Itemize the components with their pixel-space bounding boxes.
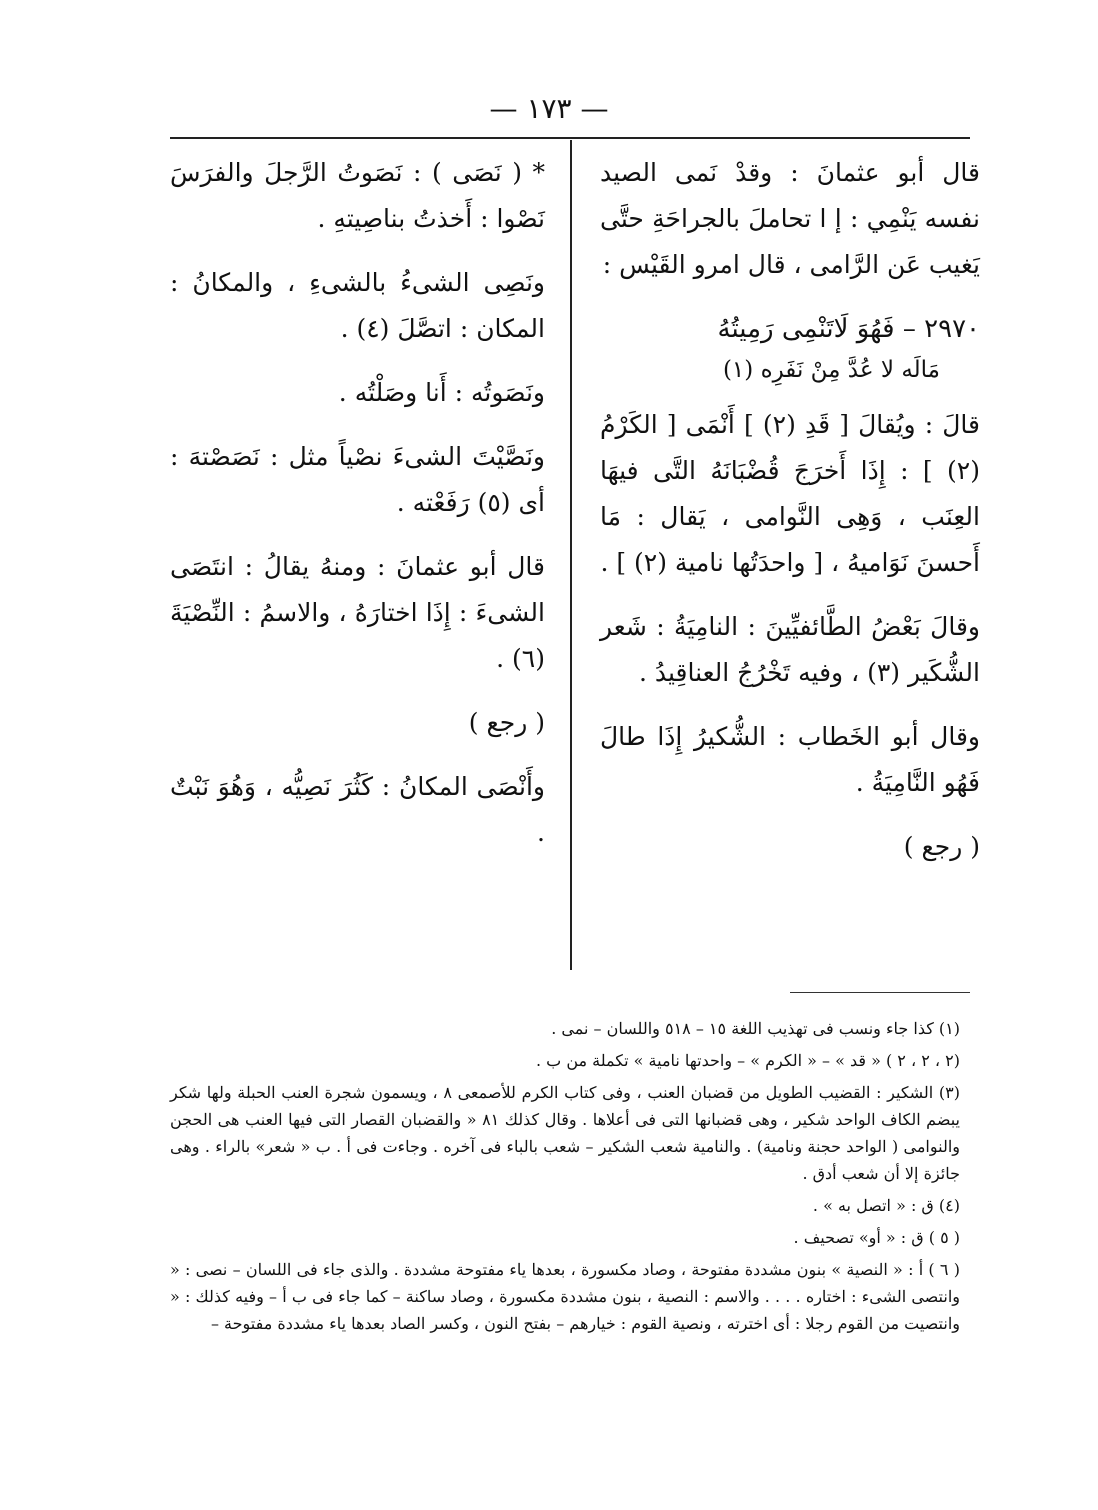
header-rule	[170, 137, 970, 139]
right-paragraph-1: قال أبو عثمانَ : وقدْ نَمى الصيد نفسه يَنْمِي : إ ا تحاملَ بالجراحَةِ حتَّى يَغيب عَن الرَّامى ، قال امرو القَيْس :	[600, 158, 980, 279]
footnote-1: (١) كذا جاء ونسب فى تهذيب اللغة ١٥ – ٥١٨ واللسان – نمى .	[551, 1019, 960, 1038]
right-paragraph-3: وقالَ بَعْضُ الطَّائفيِّينَ : النامِيَةُ : شَعر الشُّكَير (٣) ، وفيه تَخْرُجُ العناقِيدُ .	[600, 612, 980, 687]
footnote-4: (٤) ق : « اتصل به » .	[812, 1196, 960, 1215]
verse-line-2: مَالَه لا عُدَّ مِنْ نَفَرِه (١)	[722, 357, 940, 383]
verse-line-1: ٢٩٧٠ – فَهُوَ لَاتَنْمِى رَمِيتُهُ	[717, 314, 980, 344]
left-paragraph-3: ونَصَوتُه : أَنا وصَلْتُه .	[338, 378, 545, 407]
footnote-6: ( ٦ ) أ : « النصية » بنون مشددة مفتوحة ، وصاد مكسورة ، بعدها ياء مفتوحة مشددة . والذى جاء فى اللسان – نصى : « وانتصى الشىء : اختاره . . . . والاسم : النصية ، بنون مشددة مكسورة ، وصاد ساكنة – كما جاء فى ب أ – وفيه كذلك : « وانتصيت من القوم رجلا : أى اخترته ، ونصية القوم : خيارهم – بفتح النون ، وكسر الصاد بعدها ياء مشددة مفتوحة –	[170, 1260, 961, 1333]
left-paragraph-5: قال أبو عثمانَ : ومنهُ يقالُ : انتَصَى الشىءَ : إِذَا اختارَهُ ، والاسمُ : النِّصْيَةَ (٦) .	[170, 552, 545, 673]
right-paragraph-2: قالَ : ويُقالَ [ قَدِ (٢) ] أَنْمَى [ الكَرْمُ (٢) ] : إِذَا أَخرَجَ قُضْبَانَهُ التَّى فيهَا العِنَب ، وَهِى النَّوامى ، يَقال : مَا أَحسنَ نَوَاميهُ ، [ واحدَتُها نامية (٢) ] .	[600, 410, 980, 577]
right-paragraph-4: وقال أبو الخَطاب : الشُّكيرُ إِذَا طالَ فَهُو النَّامِيَةُ .	[600, 722, 980, 797]
left-ref-marker: ( رجع )	[468, 708, 545, 737]
page-number: — ١٧٣ —	[489, 92, 609, 125]
left-paragraph-2: ونَصِى الشىءُ بالشىءِ ، والمكانُ : المكان : اتصَّلَ (٤) .	[170, 268, 545, 343]
footnotes	[170, 1015, 960, 1337]
verse-2970	[600, 306, 980, 388]
right-ref-marker: ( رجع )	[903, 832, 980, 861]
left-paragraph-4: ونَصَّيْتَ الشىءَ نصْياً مثل : نَصَصْتهَ : أى (٥) رَفَعْته .	[170, 442, 545, 517]
left-paragraph-6: وأَنْصَى المكانُ : كَثُرَ نَصِيُّه ، وَهُوَ نَبْتٌ .	[170, 772, 545, 847]
left-paragraph-1: * ( نَصَى ) : نَصَوتُ الرَّجلَ والفرَسَ نَصْوا : أَخذتُ بناصِيتهِ .	[170, 158, 545, 233]
right-column	[600, 150, 980, 888]
footnote-3: (٣) الشكير : القضيب الطويل من قضبان العنب ، وفى كتاب الكرم للأصمعى ٨ ، ويسمون شجرة العنب الحبلة ولها شكر يبضم الكاف الواحد شكير ، وهى قضبانها التى فى أعلاها . وقال كذلك ٨١ « والقضبان القصار التى فيها العنب هى الحجن والنوامى ( الواحد حجنة ونامية) . والنامية شعب الشكير – شعب بالباء فى آخره . وجاءت فى أ . ب « شعر» بالراء . وهى جائزة إلا أن شعب أدق .	[170, 1083, 960, 1183]
footnote-5: ( ٥ ) ق : « أو» تصحيف .	[793, 1228, 960, 1247]
column-divider	[570, 140, 572, 970]
footnote-2: (٢ ، ٢ ، ٢ ) « قد » – « الكرم » – واحدتها نامية » تكملة من ب .	[536, 1051, 960, 1070]
footnote-rule	[790, 992, 970, 993]
left-column	[170, 150, 545, 874]
